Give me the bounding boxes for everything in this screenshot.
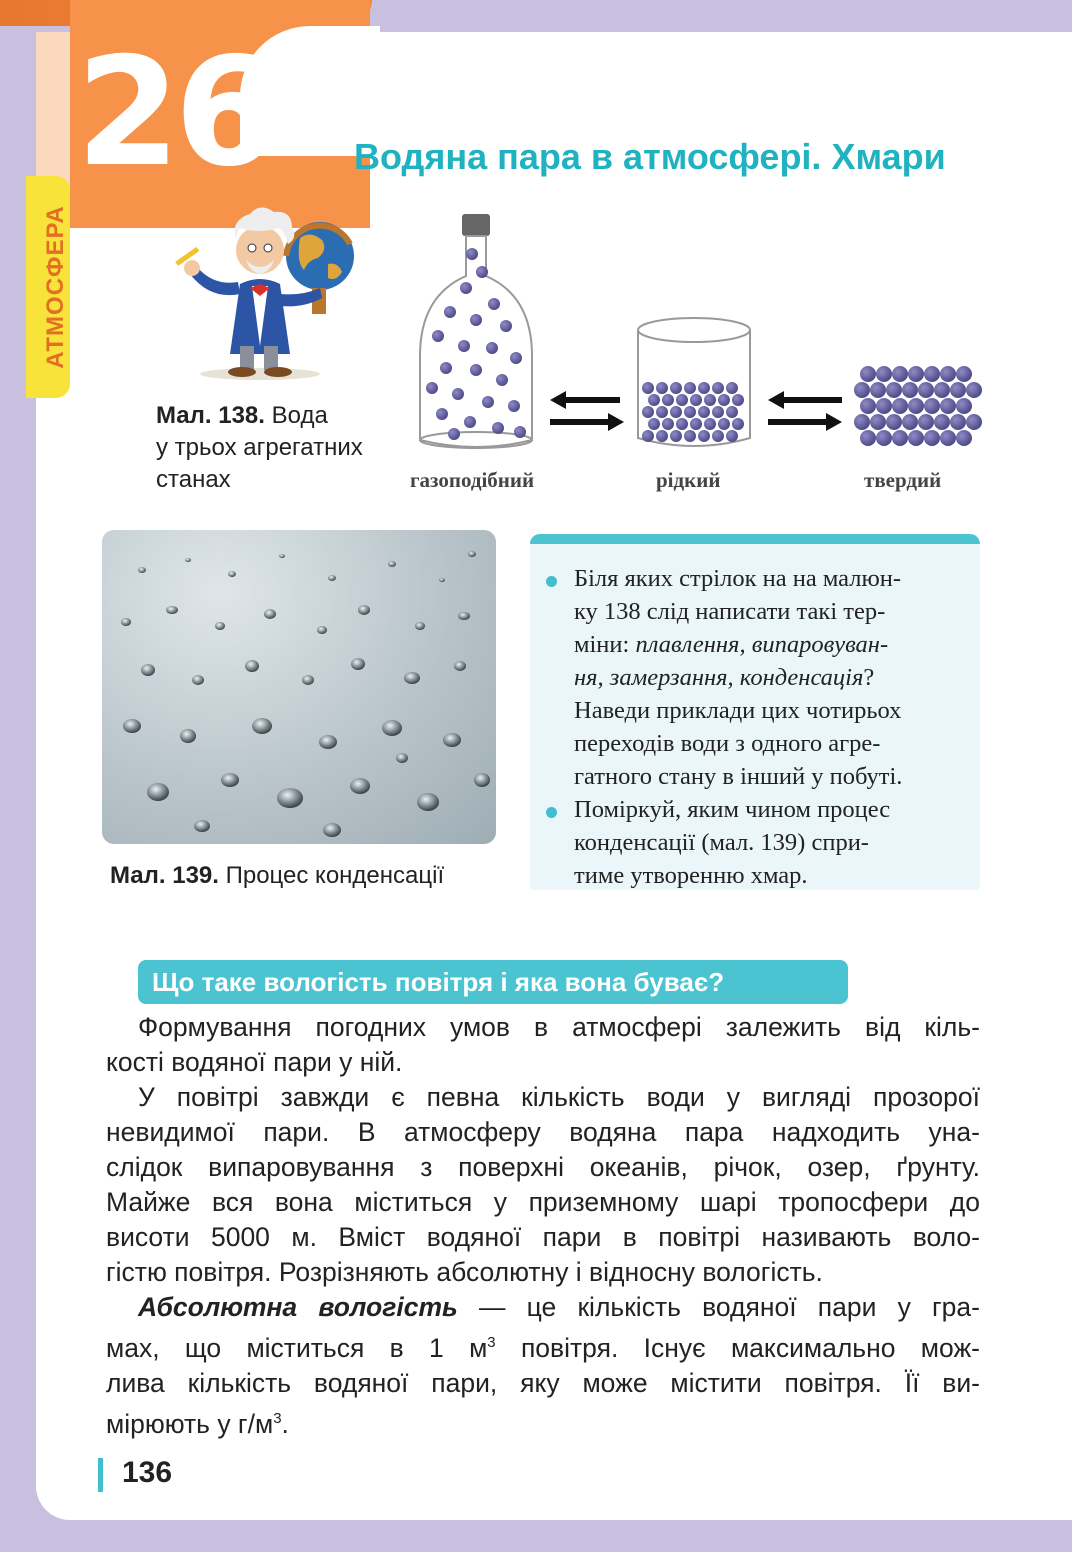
q1-line7: гатного стану в інший у побуті. xyxy=(574,763,903,790)
p2-line3: слідок випаровування з поверхні океанів, річок, озер, ґрунту. xyxy=(106,1152,980,1182)
professor-illustration xyxy=(160,198,370,380)
term-absolute-humidity: Абсолютна вологість xyxy=(138,1292,458,1322)
figure-139-caption xyxy=(110,862,444,890)
q1-line6: переходів води з одного агре- xyxy=(574,730,881,757)
condensation-photo xyxy=(102,530,496,844)
chapter-number: 26 xyxy=(76,26,273,200)
question-1 xyxy=(574,562,962,793)
questions-box xyxy=(530,534,980,890)
page-number-bar xyxy=(98,1458,103,1492)
state-label-solid: твердий xyxy=(864,468,942,492)
p1-line2: кості водяної пари у ній. xyxy=(106,1047,403,1077)
p3-line4-text: мірюють у г/м xyxy=(106,1408,274,1439)
q1-line1: Біля яких стрілок на на малюн- xyxy=(574,565,902,592)
state-label-liquid: рідкий xyxy=(656,468,721,492)
figure-138-caption xyxy=(156,400,396,496)
body-text xyxy=(106,1010,980,1442)
p3-line2-b: повітря. Існує максимально мож- xyxy=(495,1332,980,1363)
figure-138-caption-line1: Вода xyxy=(271,402,328,429)
p3-line2-a: мах, що міститься в 1 м xyxy=(106,1332,488,1363)
paragraph-1 xyxy=(106,1010,980,1080)
water-states-diagram xyxy=(410,208,990,470)
question-2 xyxy=(574,793,962,892)
p1-line1: Формування погодних умов в атмосфері залежить від кіль- xyxy=(138,1012,980,1042)
paragraph-3 xyxy=(106,1290,980,1442)
bullet-icon xyxy=(546,807,557,818)
figure-138-caption-line2: у трьох агрегатних xyxy=(156,434,363,461)
droplets-drawing xyxy=(102,530,496,844)
p2-line2: невидимої пари. В атмосферу водяна пара надходить уна- xyxy=(106,1117,980,1147)
p3-line1-rest: — це кількість водяної пари у гра- xyxy=(457,1292,980,1322)
q1-line2: ку 138 слід написати такі тер- xyxy=(574,598,886,625)
side-tab xyxy=(26,176,70,398)
figure-138-caption-line3: станах xyxy=(156,466,231,493)
figure-139-label: Мал. 139. xyxy=(110,862,219,889)
liquid-glass xyxy=(638,318,750,446)
figure-138-label: Мал. 138. xyxy=(156,402,265,429)
page-number: 136 xyxy=(122,1456,173,1489)
superscript-3: 3 xyxy=(487,1334,496,1351)
q2-line2: конденсації (мал. 139) спри- xyxy=(574,829,869,856)
superscript-3: 3 xyxy=(273,1409,282,1427)
p3-line1 xyxy=(106,1290,980,1325)
q2-line1: Поміркуй, яким чином процес xyxy=(574,796,891,823)
arrows-liquid-solid xyxy=(768,391,842,431)
section-heading: Що таке вологість повітря і яка вона буває? xyxy=(138,960,848,1004)
side-tab-label: АТМОСФЕРА xyxy=(42,205,69,369)
bullet-icon xyxy=(546,576,557,587)
q1-line4: ня, замерзання, конденсація? xyxy=(574,664,875,691)
q1-line5: Наведи приклади цих чотирьох xyxy=(574,697,902,724)
p2-line4: Майже вся вона міститься у приземному шарі тропосфери до xyxy=(106,1187,980,1217)
p2-line1: У повітрі завжди є певна кількість води у вигляді прозорої xyxy=(138,1082,980,1112)
solid-lattice xyxy=(854,366,982,446)
p2-line6: гістю повітря. Розрізняють абсолютну і відносну вологість. xyxy=(106,1257,823,1287)
p3-line4-end: . xyxy=(281,1408,289,1439)
page-title: Водяна пара в атмосфері. Хмари xyxy=(354,136,946,177)
p3-line4 xyxy=(74,1401,980,1442)
p3-line2 xyxy=(74,1325,980,1366)
p3-line3: лива кількість водяної пари, яку може містити повітря. Її ви- xyxy=(106,1367,980,1398)
gas-bottle xyxy=(420,214,532,448)
state-label-gas: газоподібний xyxy=(410,468,535,492)
q1-line3: міни: плавлення, випаровуван- xyxy=(574,631,889,658)
figure-139-caption-text: Процес конденсації xyxy=(225,862,445,889)
p2-line5: висоти 5000 м. Вміст водяної пари в повітрі називають воло- xyxy=(106,1222,980,1252)
arrows-gas-liquid xyxy=(550,391,624,431)
paragraph-2 xyxy=(106,1080,980,1290)
q2-line3: тиме утворенню хмар. xyxy=(574,862,808,889)
